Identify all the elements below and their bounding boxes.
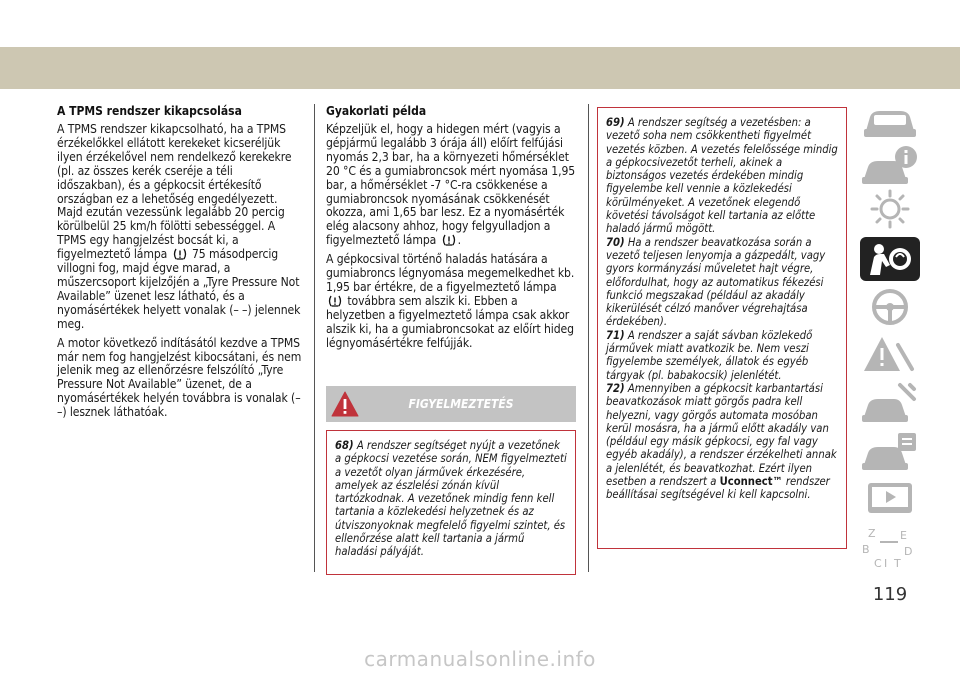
index-letter: D — [904, 545, 913, 558]
note-number: 68) — [335, 439, 354, 452]
car-dashboard-icon[interactable] — [860, 97, 920, 141]
section-heading-example: Gyakorlati példa — [326, 104, 427, 118]
paragraph-example-2 — [326, 253, 576, 350]
watermark: carmanualsonline.info — [364, 647, 596, 671]
warning-note-69 — [606, 116, 840, 236]
index-letter: Z — [868, 527, 876, 540]
note-number: 69) — [606, 116, 625, 129]
index-letter: C — [874, 557, 882, 569]
warning-note-68 — [335, 439, 569, 559]
paragraph-text: továbbra sem alszik ki. Ebben a helyzetben a figyelmeztető lámpa csak akkor alszik ki, ha a gumiabroncsokat az előírt hideg légnyomásértékre felfújják. — [326, 293, 574, 350]
warning-header — [326, 386, 576, 422]
note-text: A rendszer segítséget nyújt a vezetőnek a gépkocsi vezetése során, NEM figyelmezteti a vezetőt olyan járművek érkezésére, amelyek az észlelési zónán kívül tartózkodnak. A vezetőnek mindig fenn kell tartania a közlekedési helyzetnek és az útviszonyoknak megfelelő figyelmi szintet, és ellenőrzése alatt kell tartania a jármű haladási pályáját. — [335, 439, 567, 559]
note-text: A rendszer segítség a vezetésben: a vezető soha nem csökkentheti figyelmét vezetés közben. A vezetés felelőssége mindig a gépkocsivezetőt terheli, akinek a biztonságos vezetés érdekében mindig figyelembe kell vennie a közlekedési körülményeket. A vezetőnek elegendő követési távolságot kell tartania az előtte haladó jármű mögött. — [606, 116, 838, 236]
steering-wheel-icon[interactable] — [860, 285, 920, 329]
column-middle — [326, 104, 576, 356]
warning-note-71 — [606, 329, 840, 382]
column-divider — [588, 104, 589, 572]
note-number: 70) — [606, 235, 625, 249]
paragraph-example-1 — [326, 123, 576, 248]
tire-pressure-warning-icon — [442, 234, 456, 246]
paragraph-text: A TPMS rendszer kikapcsolható, ha a TPMS érzékelőkkel ellátott kerekeket kicseréljük ilyen érzékelővel nem rendelkező kerekekre (pl. az összes kerék cseréje a téli időszakban), és a gépkocsit értékesítő országban ez a lehetőség engedélyezett. Majd ezután vezessünk legalább 20 percig körülbelül 25 km/h fölötti sebességgel. A TPMS egy hangjelzést bocsát ki, a figyelmeztető lámpa — [57, 122, 292, 262]
warning-box-68 — [326, 430, 576, 575]
note-text: rendszer beállításai segítségével ki kell kapcsolni. — [606, 475, 830, 502]
lights-icon[interactable] — [860, 189, 920, 233]
column-left — [57, 104, 302, 425]
warning-title: FIGYELMEZTETÉS — [408, 397, 514, 411]
car-specs-icon[interactable] — [860, 429, 920, 473]
paragraph-text: 75 másodpercig villogni fog, majd égve marad, a műszercsoport kijelzőjén a „Tyre Pressure Not Available” üzenet lesz látható, és a nyomásértékek helyett vonalak (– –) jelennek meg. — [57, 247, 301, 331]
safety-airbag-icon-active[interactable] — [860, 237, 920, 281]
note-number: 72) — [606, 381, 625, 395]
car-info-icon[interactable] — [860, 143, 920, 187]
paragraph-tpms-next-start: A motor következő indításától kezdve a TPMS már nem fog hangjelzést kibocsátani, és nem jelenik meg az ellenőrzésre felszólító „Tyre Pressure Not Available” üzenet, de a nyomásértékek helyén továbbra is vonalak (– –) lesznek láthatóak. — [57, 335, 302, 420]
paragraph-text: Képzeljük el, hogy a hidegen mért (vagyis a gépjármű legalább 3 órája áll) előírt felfújási nyomás 2,3 bar, ha a környezeti hőmérséklet 20 °C és a gumiabroncsok mért nyomása 1,95 bar, a hőmérséklet -7 °C-ra csökkenése a gumiabroncsok nyomásának csökkenését okozza, ami 1,65 bar lesz. Ez a nyomásérték elég alacsony ahhoz, hogy felgyulladjon a figyelmeztető lámpa — [326, 122, 576, 248]
brand-name: Uconnect™ — [719, 475, 783, 489]
tire-pressure-warning-icon — [328, 295, 342, 307]
paragraph-text: A gépkocsival történő haladás hatására a gumiabroncs légnyomása megemelkedhet kb. 1,95 bar értékre, de a figyelmeztető lámpa — [326, 252, 575, 294]
paragraph-text: . — [457, 233, 461, 248]
note-text: A rendszer a saját sávban közlekedő járművek miatt avatkozik be. Nem veszi figyelembe személyek, állatok és egyéb tárgyak (pl. babakocsik) jelenlétét. — [606, 328, 813, 382]
section-heading-tpms-off: A TPMS rendszer kikapcsolása — [57, 104, 242, 118]
note-text: Ha a rendszer beavatkozása során a vezető teljesen lenyomja a gázpedált, vagy gyors kormányzási műveletet hajt végre, előfordulhat, hogy az automatikus fékezési funkció megszakad (például az akadály kikerülését célzó manőver végrehajtása érdekében). — [606, 235, 826, 329]
index-letter: T — [894, 557, 901, 569]
warning-note-70 — [606, 236, 840, 329]
column-divider — [314, 104, 315, 572]
index-letters-icon[interactable] — [860, 525, 920, 569]
warning-box-69-72 — [597, 107, 847, 549]
note-text: Amennyiben a gépkocsit karbantartási beavatkozások miatt görgős padra kell helyezni, vagy görgős automata mosóban kerül mosásra, ha a jármű előtt akadály van (például egy másik gépkocsi, egy fal vagy egyéb akadály), a rendszer érzékelheti annak a jelenlétét, és beavatkozhat. Ezért ilyen esetben a rendszert a — [606, 381, 837, 489]
index-letter: B — [862, 543, 870, 556]
paragraph-tpms-off — [57, 123, 302, 332]
index-letter: I — [884, 557, 888, 569]
multimedia-icon[interactable] — [860, 477, 920, 521]
tire-pressure-warning-icon — [173, 248, 187, 260]
warning-note-72 — [606, 382, 840, 502]
page-number: 119 — [872, 584, 908, 605]
top-band — [0, 47, 960, 89]
emergency-triangle-icon[interactable] — [860, 333, 920, 377]
index-letter: E — [900, 529, 907, 542]
car-service-icon[interactable] — [860, 381, 920, 425]
note-number: 71) — [606, 328, 625, 342]
